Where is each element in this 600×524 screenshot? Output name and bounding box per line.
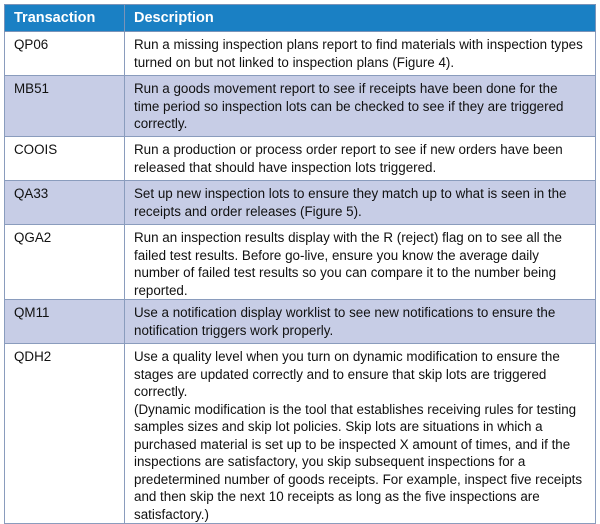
transaction-code: MB51 <box>5 76 125 137</box>
table-row <box>5 76 596 137</box>
transaction-code: QM11 <box>5 300 125 344</box>
transactions-table <box>4 4 596 524</box>
transaction-description: Run an inspection results display with the R (reject) flag on to see all the failed test results. Before go-live, ensure you know the average daily number of failed test results so you can compare it to the number being reported. <box>125 225 596 300</box>
transaction-description: Run a missing inspection plans report to find materials with inspection types turned on but not linked to inspection plans (Figure 4). <box>125 32 596 76</box>
table-row <box>5 300 596 344</box>
transaction-description: Run a production or process order report to see if new orders have been released that should have inspection lots triggered. <box>125 137 596 181</box>
transaction-description-cell <box>125 344 596 524</box>
transaction-description: Use a notification display worklist to see new notifications to ensure the notification triggers work properly. <box>125 300 596 344</box>
table-row <box>5 344 596 524</box>
table-row <box>5 137 596 181</box>
transaction-description: Set up new inspection lots to ensure they match up to what is seen in the receipts and order releases (Figure 5). <box>125 181 596 225</box>
transaction-description: Run a goods movement report to see if receipts have been done for the time period so inspection lots can be checked to see if they are triggered correctly. <box>125 76 596 137</box>
transaction-description: Use a quality level when you turn on dynamic modification to ensure the stages are updated correctly and to ensure that skip lots are triggered correctly. <box>134 349 560 399</box>
transaction-code: QGA2 <box>5 225 125 300</box>
transaction-code: QP06 <box>5 32 125 76</box>
transaction-code: QA33 <box>5 181 125 225</box>
header-row <box>5 5 596 32</box>
transaction-code: QDH2 <box>5 344 125 524</box>
header-description: Description <box>125 5 596 32</box>
table-row <box>5 225 596 300</box>
header-transaction: Transaction <box>5 5 125 32</box>
transaction-note: (Dynamic modification is the tool that establishes receiving rules for testing samples sizes and skip lot policies. Skip lots are situations in which a purchased material is set up to be inspected X amount of times, and if the inspections are satisfactory, you skip subsequent inspections for a predetermined number of goods receipts. For example, inspect five receipts and then skip the next 10 receipts as long as the five inspections are satisfactory.) <box>134 401 583 522</box>
table-row <box>5 32 596 76</box>
transaction-code: COOIS <box>5 137 125 181</box>
table-row <box>5 181 596 225</box>
